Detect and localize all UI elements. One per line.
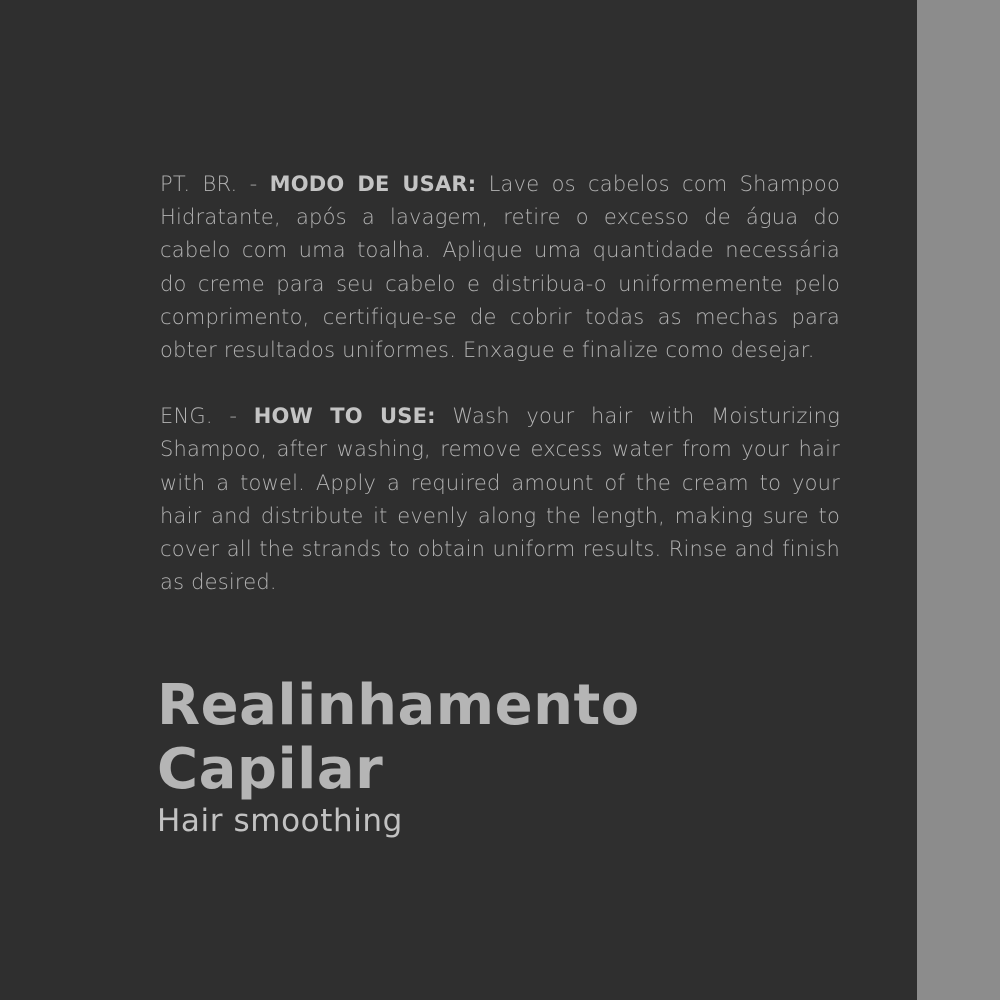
instructions-pt-heading: MODO DE USAR: [269, 172, 477, 196]
side-strip [917, 0, 1000, 1000]
instructions-pt-body: Lave os cabelos com Shampoo Hidratante, após a lavagem, retire o excesso de água do cabelo com uma toalha. Aplique uma quantidade necessária do creme para seu cabelo e distribua-o uniformemente pelo comprimento, certifique-se de cobrir todas as mechas para obter resultados uniformes. Enxague e finalize como desejar. [160, 172, 841, 363]
instructions-en-prefix: ENG. - [160, 404, 254, 429]
product-subtitle: Hair smoothing [157, 803, 403, 839]
instructions-en [160, 400, 840, 599]
instructions-pt [160, 168, 840, 367]
instructions-block [160, 168, 840, 599]
product-title-line2: Capilar [157, 737, 384, 802]
instructions-pt-prefix: PT. BR. - [160, 172, 270, 196]
product-title-block [157, 674, 640, 840]
instructions-en-body: Wash your hair with Moisturizing Shampoo, after washing, remove excess water from your hair with a towel. Apply a required amount of the cream to your hair and distribute it evenly along the length, making sure to cover all the strands to obtain uniform results. Rinse and finish as desired. [160, 404, 840, 595]
instructions-en-heading: HOW TO USE: [253, 404, 436, 429]
product-title-line1: Realinhamento [157, 673, 640, 738]
